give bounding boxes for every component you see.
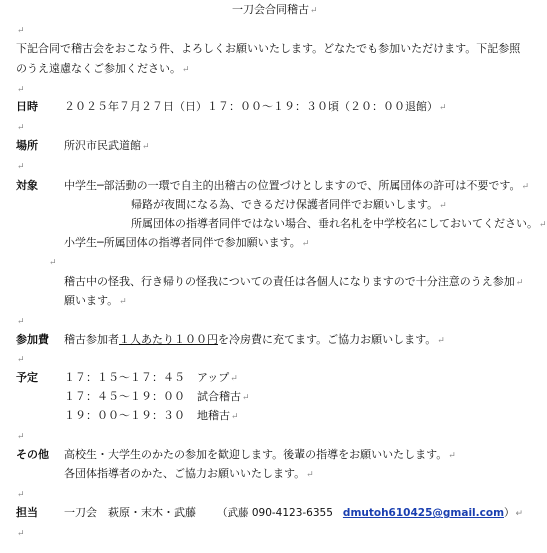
fee-value: 稽古参加者１人あたり１００円を冷房費に充てます。ご協力お願いします。↵ xyxy=(64,333,445,346)
paragraph-mark-icon: ↵ xyxy=(17,432,25,442)
target-line-1: 中学生─部活動の一環で自主的出稽古の位置づけとしますので、所属団体の許可は不要です。↵ xyxy=(64,179,530,192)
paragraph-mark-icon: ↵ xyxy=(17,529,25,539)
paragraph-mark-icon: ↵ xyxy=(49,258,57,268)
email-link[interactable]: dmutoh610425@gmail.com xyxy=(342,507,505,519)
injury-line-1: 稽古中の怪我、行き帰りの怪我についての責任は各個人になりますので十分注意のうえ参加↵ xyxy=(64,275,524,288)
target-label: 対象 xyxy=(16,179,38,192)
paragraph-mark-icon: ↵ xyxy=(539,220,547,230)
other-line-1: 高校生・大学生のかたの参加を歓迎します。後輩の指導をお願いいたします。↵ xyxy=(64,448,456,461)
empty-paragraph xyxy=(16,487,25,502)
intro-line-1: 下記合同で稽古会をおこなう件、よろしくお願いいたします。どなたでも参加いただけます。下記参照 xyxy=(16,42,521,55)
target-line-4: 小学生─所属団体の指導者同伴で参加願います。↵ xyxy=(64,236,310,249)
paragraph-mark-icon: ↵ xyxy=(515,278,524,288)
paragraph-mark-icon: ↵ xyxy=(17,162,25,172)
paragraph-mark-icon: ↵ xyxy=(310,6,318,16)
paragraph-mark-icon: ↵ xyxy=(439,201,447,211)
empty-paragraph xyxy=(16,23,25,38)
paragraph-mark-icon: ↵ xyxy=(437,336,445,346)
paragraph-mark-icon: ↵ xyxy=(182,65,190,75)
paragraph-mark-icon: ↵ xyxy=(17,317,25,327)
fee-amount: １人あたり１００円 xyxy=(119,333,218,346)
place-label: 場所 xyxy=(16,139,38,152)
empty-paragraph xyxy=(16,82,25,97)
paragraph-mark-icon: ↵ xyxy=(301,239,310,249)
other-line-2: 各団体指導者のかた、ご協力お願いいたします。↵ xyxy=(64,467,314,480)
empty-paragraph xyxy=(16,429,25,444)
paragraph-mark-icon: ↵ xyxy=(142,142,150,152)
paragraph-mark-icon: ↵ xyxy=(17,26,25,36)
intro-line-2: のうえ遠慮なくご参加ください。↵ xyxy=(16,62,190,75)
datetime-value: ２０２５年７月２７日（日）１７：００～１９：３０頃（２０：００退館）↵ xyxy=(64,100,447,113)
injury-line-2: 願います。↵ xyxy=(64,294,127,307)
other-label: その他 xyxy=(16,448,49,461)
paragraph-mark-icon: ↵ xyxy=(242,393,250,403)
empty-paragraph xyxy=(16,159,25,174)
paragraph-mark-icon: ↵ xyxy=(17,123,25,133)
page-title: 一刀会合同稽古↵ xyxy=(232,3,318,16)
empty-paragraph xyxy=(16,352,25,367)
empty-paragraph xyxy=(16,120,25,135)
paragraph-mark-icon: ↵ xyxy=(17,355,25,365)
target-line-3: 所属団体の指導者同伴ではない場合、垂れ名札を中学校名にしておいてください。↵ xyxy=(131,217,547,230)
contact-info: （武藤 090-4123-6355 dmutoh610425@gmail.com）↵ xyxy=(217,507,524,519)
contact-label: 担当 xyxy=(16,506,38,519)
paragraph-mark-icon: ↵ xyxy=(17,85,25,95)
schedule-row: １７：４５～１９：００ 試合稽古↵ xyxy=(64,390,250,403)
schedule-row: １７：１５～１７：４５ アップ↵ xyxy=(64,371,238,384)
empty-paragraph xyxy=(48,255,57,270)
paragraph-mark-icon: ↵ xyxy=(17,490,25,500)
paragraph-mark-icon: ↵ xyxy=(515,509,524,519)
empty-paragraph xyxy=(16,314,25,329)
contact-names: 一刀会 萩原・末木・武藤 xyxy=(64,506,196,519)
paragraph-mark-icon: ↵ xyxy=(231,412,239,422)
datetime-label: 日時 xyxy=(16,100,38,113)
schedule-label: 予定 xyxy=(16,371,38,384)
schedule-row: １９：００～１９：３０ 地稽古↵ xyxy=(64,409,239,422)
paragraph-mark-icon: ↵ xyxy=(521,182,530,192)
paragraph-mark-icon: ↵ xyxy=(439,103,447,113)
paragraph-mark-icon: ↵ xyxy=(230,374,238,384)
paragraph-mark-icon: ↵ xyxy=(448,451,456,461)
target-line-2: 帰路が夜間になる為、できるだけ保護者同伴でお願いします。↵ xyxy=(131,198,447,211)
fee-label: 参加費 xyxy=(16,333,49,346)
paragraph-mark-icon: ↵ xyxy=(119,297,127,307)
empty-paragraph xyxy=(16,526,25,541)
paragraph-mark-icon: ↵ xyxy=(306,470,314,480)
place-value: 所沢市民武道館↵ xyxy=(64,139,150,152)
